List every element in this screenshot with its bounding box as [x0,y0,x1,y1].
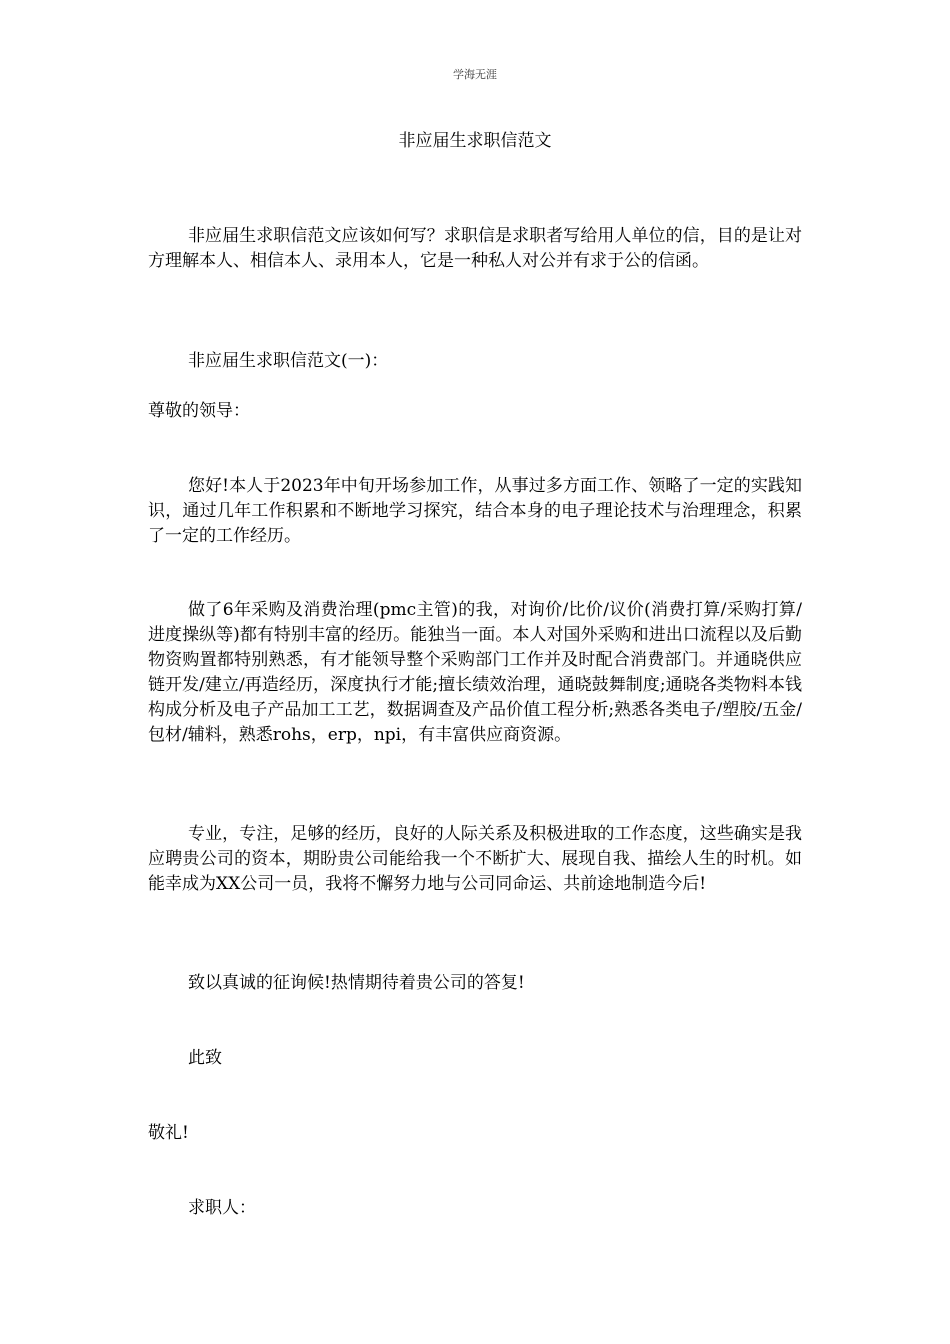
signature-line: 求职人： [188,1198,256,1218]
body-paragraph-3: 专业，专注，足够的经历，良好的人际关系及积极进取的工作态度，这些确实是我应聘贵公司的资本，期盼贵公司能给我一个不断扩大、展现自我、描绘人生的时机。如能幸成为XX公司一员，我将不懈努力地与公司同命运、共前途地制造今后! [148,824,802,894]
salutation: 尊敬的领导： [148,401,250,421]
closing-greeting: 致以真诚的征询候!热情期待着贵公司的答复! [188,973,525,993]
closing-cizhi: 此致 [188,1048,222,1068]
document-title: 非应届生求职信范文 [398,131,552,151]
page-header: 学海无涯 [453,68,497,81]
body-paragraph-1: 您好!本人于2023年中旬开场参加工作，从事过多方面工作、领略了一定的实践知识，通过几年工作积累和不断地学习探究，结合本身的电子理论技术与治理理念，积累了一定的工作经历。 [148,476,802,546]
closing-jingli: 敬礼! [148,1123,189,1143]
body-paragraph-2: 做了6年采购及消费治理(pmc主管)的我，对询价/比价/议价(消费打算/采购打算/进度操纵等)都有特别丰富的经历。能独当一面。本人对国外采购和进出口流程以及后勤物资购置都特别熟悉，有才能领导整个采购部门工作并及时配合消费部门。并通晓供应链开发/建立/再造经历，深度执行才能;擅长绩效治理，通晓鼓舞制度;通晓各类物料本钱构成分析及电子产品加工工艺，数据调查及产品价值工程分析;熟悉各类电子/塑胶/五金/包材/辅料，熟悉rohs，erp，npi，有丰富供应商资源。 [148,600,802,745]
intro-paragraph: 非应届生求职信范文应该如何写？求职信是求职者写给用人单位的信，目的是让对方理解本人、相信本人、录用本人，它是一种私人对公并有求于公的信函。 [148,226,802,271]
sample-heading: 非应届生求职信范文(一)： [188,351,389,371]
